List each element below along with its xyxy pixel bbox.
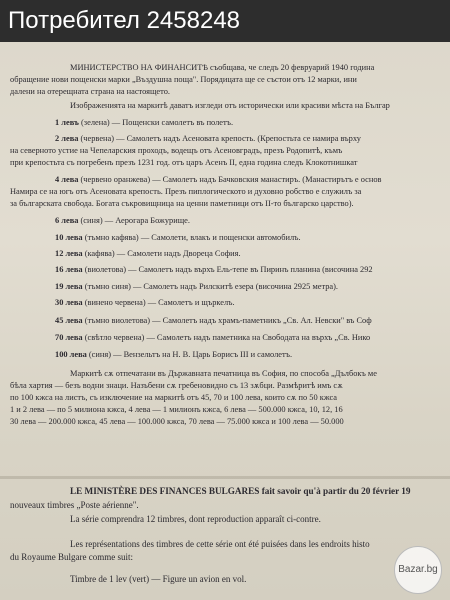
- closing-line-5: 30 лева — 200.000 кжса, 45 лева — 100.000 кжса, 70 лева — 75.000 кжса и 100 лева — 50.000: [10, 417, 344, 426]
- stamp-row: [55, 117, 233, 129]
- stamp-price: 16 лева: [55, 265, 83, 274]
- intro-line-2: обращение нови пощенски марки „Въздушна поща". Порядицата ще се състои отъ 12 марки, ини: [10, 75, 357, 84]
- stamp-price: 2 лева: [55, 134, 79, 143]
- stamp-description: (синя) — Вензельтъ на Н. В. Царь Борисъ III и самолетъ.: [88, 350, 293, 359]
- closing-line-2: бѣла хартия — безъ водни знаци. Назъбени сѫ гребеновидно съ 13 зѫбци. Размѣритѣ имъ сѫ: [10, 381, 343, 390]
- closing-line-1: Маркитѣ сѫ отпечатани въ Държавната печатница въ София, по способа „Дълбокъ ме: [70, 369, 377, 378]
- french-line-3: Les représentations des timbres de cette série ont été puisées dans les endroits histo: [70, 539, 370, 549]
- stamp-price: 4 лева: [55, 175, 79, 184]
- site-watermark-logo: Bazar.bg: [394, 546, 442, 594]
- stamp-row: [55, 264, 373, 276]
- stamp-row: [55, 215, 190, 227]
- stamp-row: [55, 248, 241, 260]
- stamp-price: 10 лева: [55, 233, 83, 242]
- stamp-row: [55, 315, 372, 327]
- french-line-1: nouveaux timbres „Poste aérienne".: [10, 500, 139, 510]
- stamp-description: (червено оранжева) — Самолетъ надъ Бачковския манастиръ. (Манастирътъ е основ: [80, 175, 382, 184]
- stamp-row: [55, 281, 338, 293]
- stamp-price: 6 лева: [55, 216, 79, 225]
- stamp-price: 45 лева: [55, 316, 83, 325]
- stamp-description: (тъмно синя) — Самолетъ надъ Рилскитѣ езера (височина 2925 метра).: [84, 282, 339, 291]
- stamp-description: (червена) — Самолетъ надъ Асеновата крепость. (Крепостьта се намира върху: [80, 134, 361, 143]
- stamp-description: (виолетова) — Самолетъ надъ върхъ Ель-тепе въ Пиринъ планина (височина 292: [84, 265, 373, 274]
- stamp-description: (тъмно кафява) — Самолети, влакъ и пощенски автомобилъ.: [84, 233, 301, 242]
- stamp-price: 1 левъ: [55, 118, 79, 127]
- stamp-row: [55, 332, 370, 344]
- intro-line-4: Изображенията на маркитѣ даватъ изгледи отъ исторически или красиви мѣста на Българ: [70, 101, 390, 110]
- french-line-4: du Royaume Bulgare comme suit:: [10, 552, 133, 562]
- stamp-description: (винено червена) — Самолетъ и щъркелъ.: [84, 298, 235, 307]
- stamp-row: [55, 297, 235, 309]
- stamp-row: [55, 133, 361, 145]
- stamp-continuation: Намира се на югъ отъ Асеновата крепость. Презъ пиплогическото и духовно робство е служилъ за: [10, 187, 362, 196]
- stamp-continuation: на северното устие на Чепеларския проходъ, водещъ отъ Асеновградъ, презъ Родопитѣ, къмъ: [10, 146, 343, 155]
- stamp-price: 12 лева: [55, 249, 83, 258]
- stamp-continuation: за българската свобода. Богата съкровищница на ценни паметници отъ II-то българско царство).: [10, 199, 354, 208]
- stamp-price: 30 лева: [55, 298, 83, 307]
- stamp-price: 70 лева: [55, 333, 83, 342]
- stamp-description: (синя) — Аерогара Божурище.: [80, 216, 190, 225]
- stamp-description: (свѣтло червена) — Самолетъ надъ паметника на Свободата на върхъ „Св. Нико: [84, 333, 371, 342]
- stamp-description: (зелена) — Пощенски самолетъ въ полетъ.: [81, 118, 234, 127]
- stamp-row: [55, 174, 381, 186]
- stamp-row: [55, 232, 301, 244]
- page-crease: [0, 476, 450, 479]
- intro-line-3: далени на отерещната страна на настоящето.: [10, 87, 170, 96]
- french-line-5: Timbre de 1 lev (vert) — Figure un avion en vol.: [70, 574, 247, 584]
- stamp-description: (кафява) — Самолети надъ Двореца София.: [84, 249, 241, 258]
- stamp-price: 100 лева: [55, 350, 87, 359]
- stamp-description: (тъмно виолетова) — Самолетъ надъ храмъ-паметникъ „Св. Ал. Невски" въ Соф: [84, 316, 372, 325]
- french-title: LE MINISTÈRE DES FINANCES BULGARES fait savoir qu'à partir du 20 février 19: [70, 486, 411, 496]
- closing-line-3: по 100 кжса на листъ, съ изключение на маркитѣ отъ 45, 70 и 100 лева, които сѫ по 50 кжса: [10, 393, 337, 402]
- stamp-row: [55, 349, 292, 361]
- user-banner: Потребител 2458248: [0, 0, 450, 42]
- closing-line-4: 1 и 2 лева — по 5 милиона кжса, 4 лева — 1 милионъ кжса, 6 лева — 500.000 кжса, 10, 12, 16: [10, 405, 343, 414]
- stamp-price: 19 лева: [55, 282, 83, 291]
- french-line-2: La série comprendra 12 timbres, dont reproduction apparaît ci-contre.: [70, 514, 321, 524]
- stamp-continuation: при крепостьта съ погребенъ презъ 1231 год. отъ царъ Асенъ II, една година следъ Клокотнишкат: [10, 158, 358, 167]
- intro-line-1: МИНИСТЕРСТВО НА ФИНАНСИТѢ съобщава, че следъ 20 февруарий 1940 година: [70, 63, 375, 72]
